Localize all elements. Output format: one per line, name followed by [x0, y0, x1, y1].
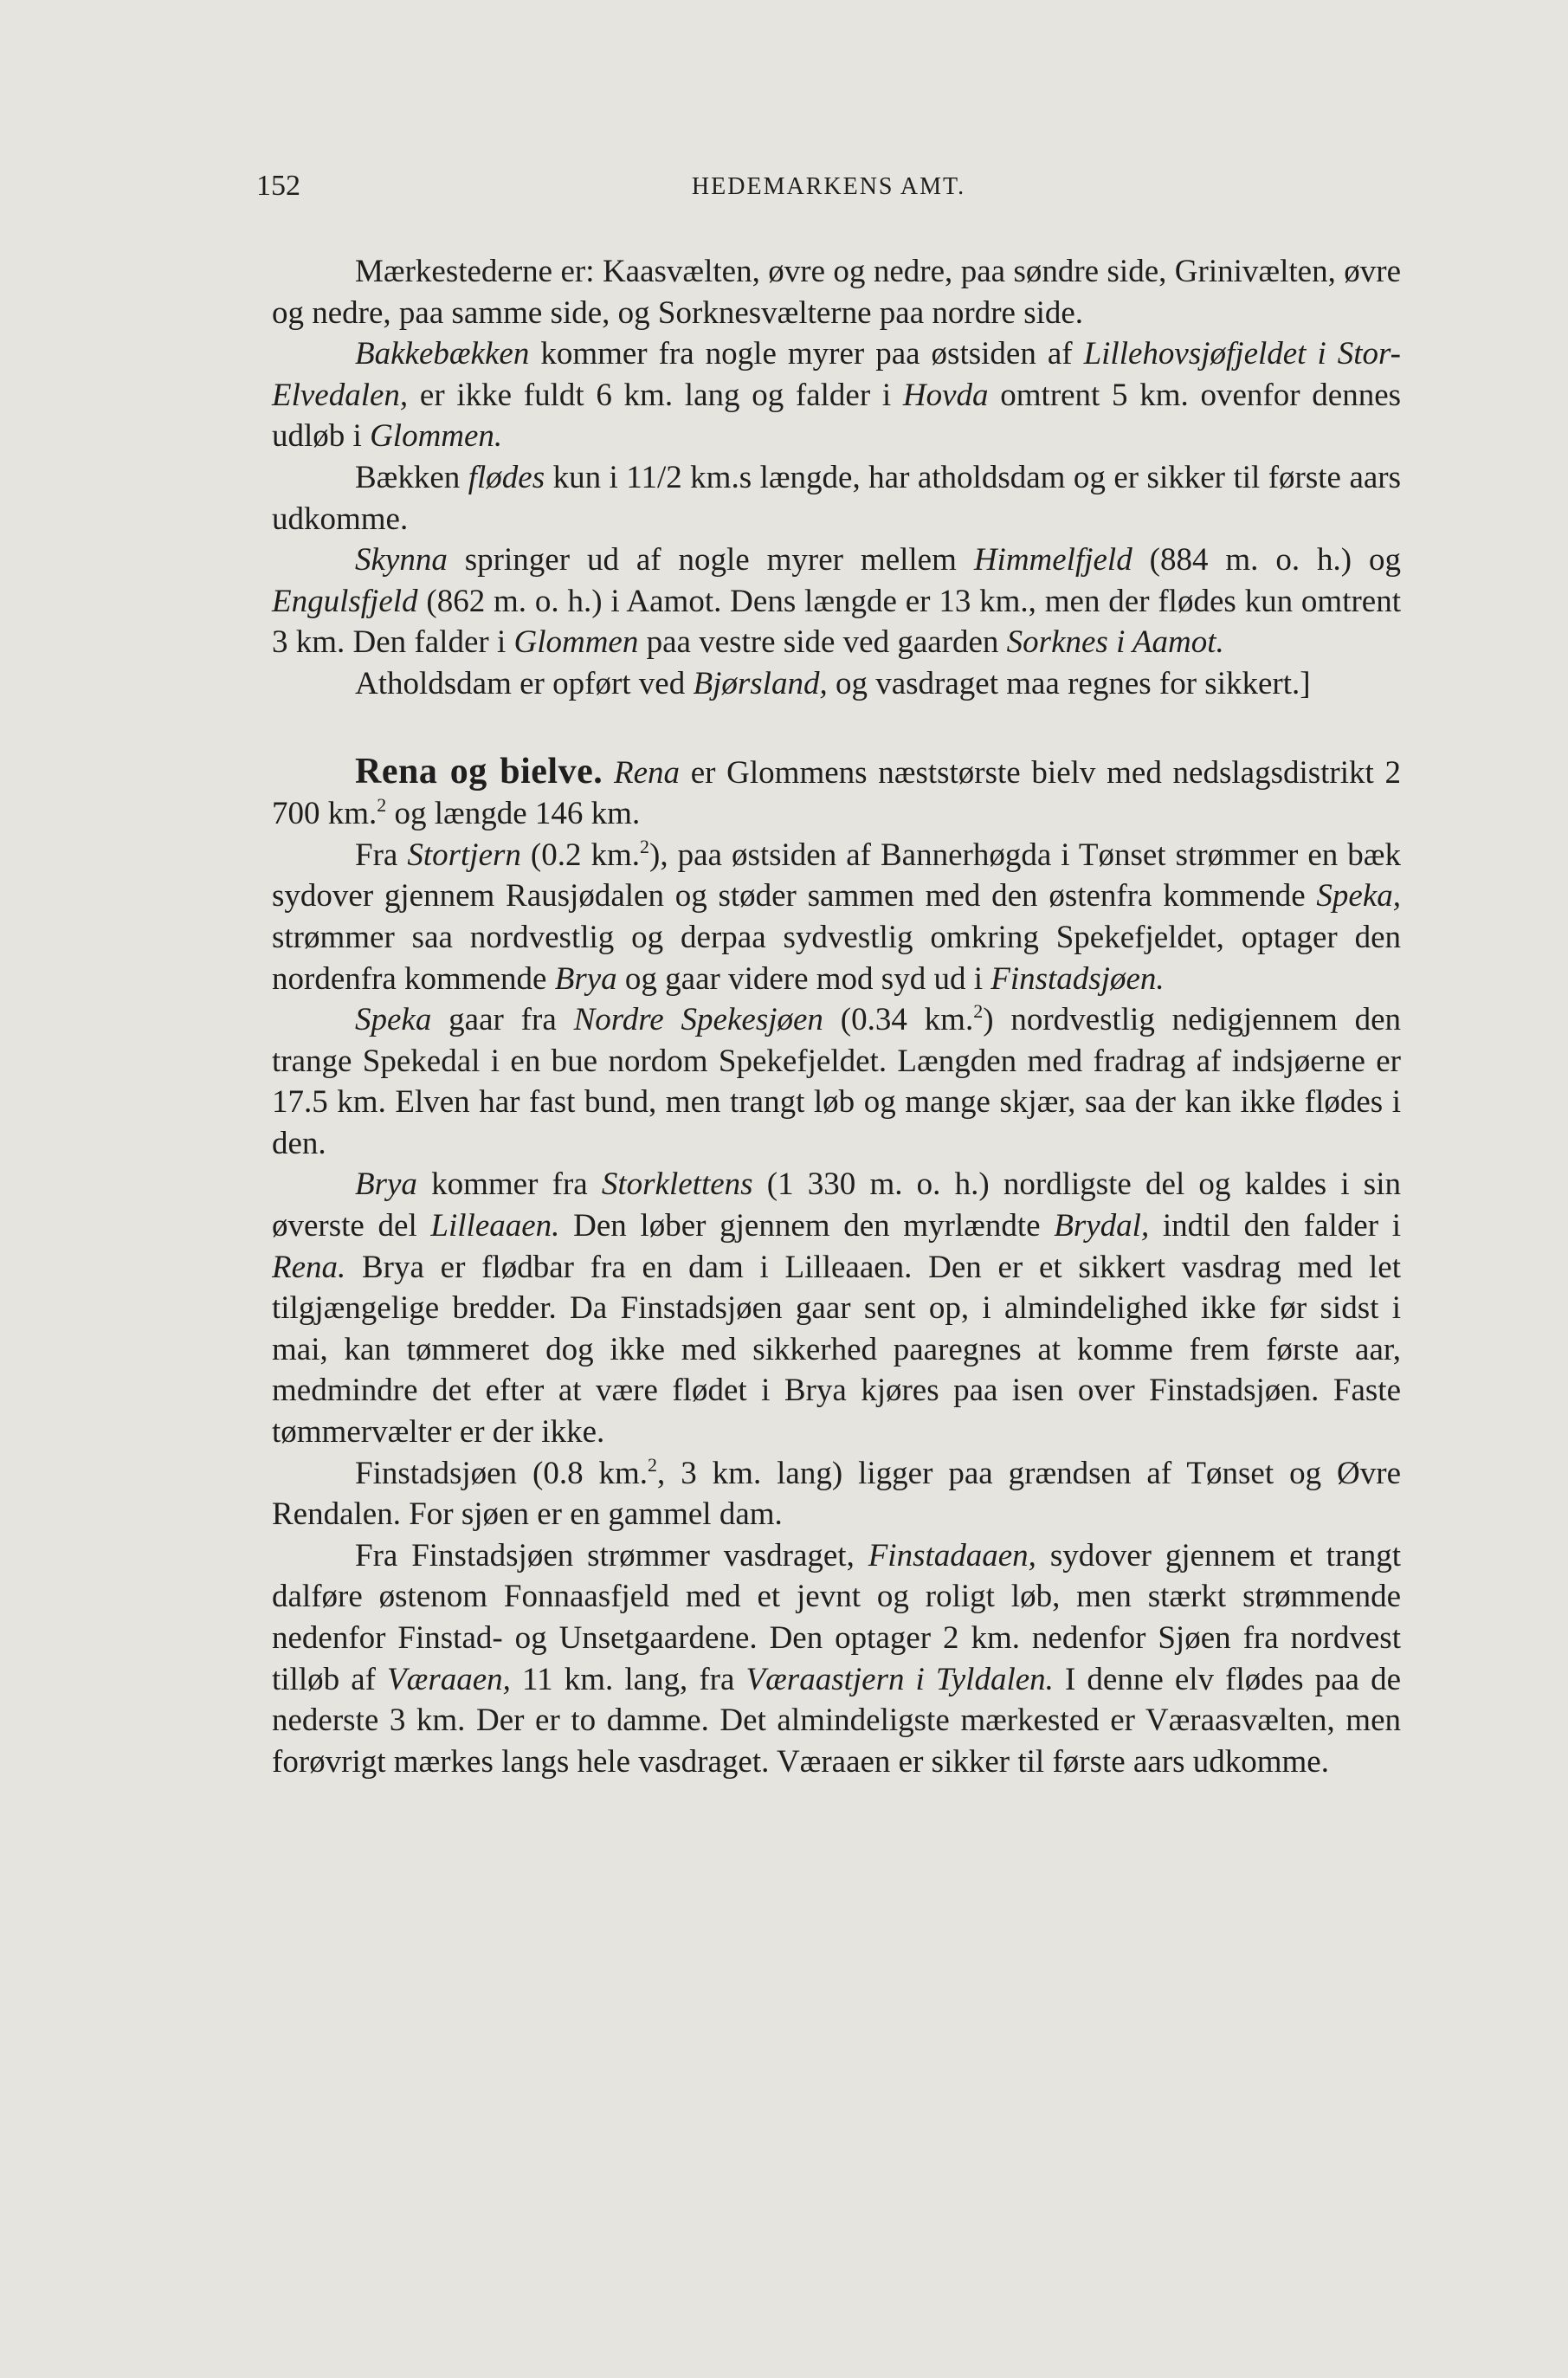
paragraph: Atholdsdam er opført ved Bjørsland, og vasdraget maa regnes for sikkert.] [355, 665, 1311, 701]
paragraph: Fra Finstadsjøen strømmer vasdraget, Finstadaaen, sydover gjennem et trangt dalføre østenom Fonnaasfjeld med et jevnt og roligt løb, men stærkt strømmende nedenfor Finstad- og Unsetgaardene. Den optager 2 km. nedenfor Sjøen fra nordvest tilløb af Væraaen, 11 km. lang, fra Væraastjern i Tyldalen. I denne elv flødes paa de nederste 3 km. Der er to damme. Det almindeligste mærkested er Væraasvælten, men forøvrigt mærkes langs hele vasdraget. Væraaen er sikker til første aars udkomme. [272, 1537, 1401, 1780]
running-head: HEDEMARKENS AMT. [691, 173, 966, 200]
paragraph: Skynna springer ud af nogle myrer mellem Himmelfjeld (884 m. o. h.) og Engulsfjeld (862 m. o. h.) i Aamot. Dens længde er 13 km., men der flødes kun omtrent 3 km. Den falder i Glommen paa vestre side ved gaarden Sorknes i Aamot. [272, 542, 1401, 661]
body-text [272, 251, 1401, 1782]
paragraph: Bækken flødes kun i 11/2 km.s længde, har atholdsdam og er sikker til første aars udkomme. [272, 459, 1402, 537]
page-number: 152 [256, 170, 300, 202]
paragraph: Brya kommer fra Storklettens (1 330 m. o. h.) nordligste del og kaldes i sin øverste del Lilleaaen. Den løber gjennem den myrlændte Brydal, indtil den falder i Rena. Brya er flødbar fra en dam i Lilleaaen. Den er et sikkert vasdrag med let tilgjængelige bredder. Da Finstadsjøen gaar sent op, i almindelighed ikke før sidst i mai, kan tømmeret dog ikke med sikkerhed paaregnes at komme frem første aar, medmindre det efter at være flødet i Brya kjøres paa isen over Finstadsjøen. Faste tømmervælter er der ikke. [272, 1166, 1401, 1451]
paragraph: Fra Stortjern (0.2 km.$^2$), paa østsiden af Bannerhøgda i Tønset strømmer en bæk sydover gjennem Rausjødalen og støder sammen med den østenfra kommende Speka, strømmer saa nordvestlig og derpaa sydvestlig omkring Spekefjeldet, optager den nordenfra kommende Brya og gaar videre mod syd ud i Finstadsjøen. [272, 835, 1401, 997]
paragraph: Mærkestederne er: Kaasvælten, øvre og nedre, paa søndre side, Grinivælten, øvre og nedre, paa samme side, og Sorknesvælterne paa nordre side. [272, 254, 1401, 331]
paragraph: Rena og bielve. Rena er Glommens næststørste bielv med nedslagsdistrikt 2 700 km.$^2$ og længde 146 km. [272, 751, 1402, 832]
paragraph: Finstadsjøen (0.8 km.$^2$, 3 km. lang) ligger paa grændsen af Tønset og Øvre Rendalen. For sjøen er en gammel dam. [272, 1453, 1401, 1533]
fraction: 1/2 [641, 459, 682, 495]
paragraph: Bakkebækken kommer fra nogle myrer paa østsiden af Lillehovsjøfjeldet i Stor-Elvedalen, er ikke fuldt 6 km. lang og falder i Hovda omtrent 5 km. ovenfor dennes udløb i Glommen. [272, 336, 1402, 455]
section-heading: Rena og bielve. [355, 751, 603, 792]
paragraph: Speka gaar fra Nordre Spekesjøen (0.34 km.$^2$) nordvestlig nedigjennem den trange Spekedal i en bue nordom Spekefjeldet. Længden med fradrag af indsjøerne er 17.5 km. Elven har fast bund, men trangt løb og mange skjær, saa der kan ikke flødes i den. [272, 1000, 1402, 1161]
page-header [256, 170, 1401, 215]
